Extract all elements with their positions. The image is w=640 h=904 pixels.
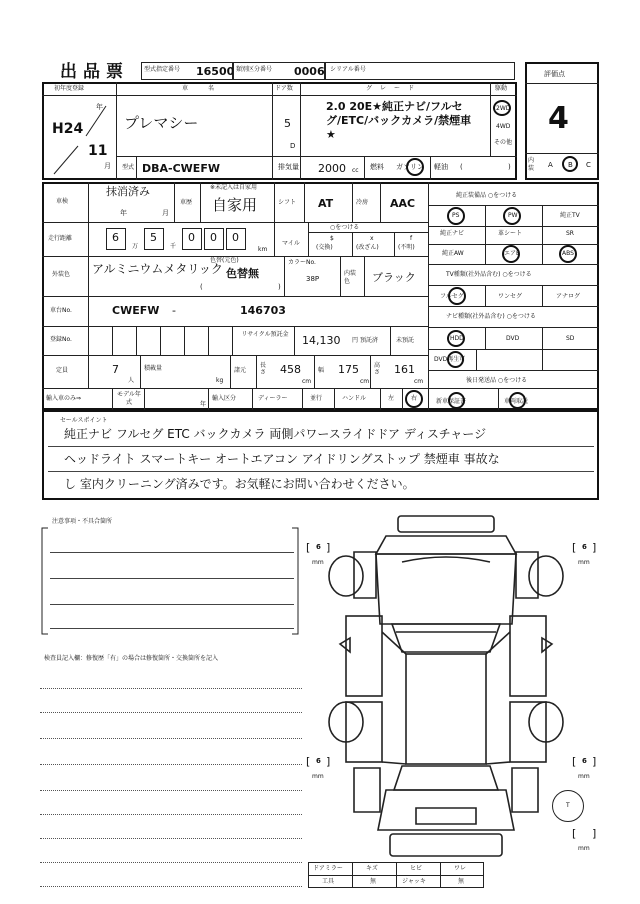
tire-fl-unit: mm bbox=[312, 559, 324, 566]
drive-label: 駆動 bbox=[495, 85, 508, 92]
reg-date-slash bbox=[48, 100, 114, 176]
doors-suffix: D bbox=[290, 142, 296, 150]
navi-sd: SD bbox=[566, 335, 575, 342]
interior-grade-circle bbox=[562, 156, 578, 172]
ac-label: 冷房 bbox=[356, 199, 369, 206]
tire-fl-value: 6 bbox=[316, 543, 321, 551]
tire-rl-value: 6 bbox=[316, 757, 321, 765]
shift-label: シフト bbox=[278, 199, 297, 206]
chassis-number: 146703 bbox=[240, 304, 286, 317]
color-label: 外装色 bbox=[52, 271, 71, 278]
length-value: 458 bbox=[280, 363, 301, 376]
displacement-label: 排気量 bbox=[278, 163, 299, 171]
damage-row-jack-value: 無 bbox=[458, 878, 465, 885]
tv-analog: アナログ bbox=[556, 293, 581, 300]
shaken-year-unit: 年 bbox=[120, 209, 127, 217]
shift-value: AT bbox=[318, 197, 334, 210]
shaken-label: 車検 bbox=[56, 198, 69, 205]
interior-color-label: 内装色 bbox=[344, 270, 357, 285]
damage-header-crack: ヒビ bbox=[410, 865, 423, 872]
swap-label: (交換) bbox=[316, 244, 333, 251]
width-unit: cm bbox=[360, 378, 370, 385]
altered-label: (改ざん) bbox=[356, 244, 379, 251]
repaint-value: 色替無 bbox=[226, 267, 259, 280]
height-unit: cm bbox=[414, 378, 424, 385]
category-label: 類別区分番号 bbox=[236, 66, 273, 73]
tire-rr-unit: mm bbox=[578, 773, 590, 780]
repaint-label: 色替(元色) bbox=[210, 257, 239, 264]
year-unit: 年 bbox=[96, 103, 103, 111]
handle-left: 左 bbox=[388, 395, 395, 402]
drive-4wd: 4WD bbox=[496, 123, 511, 130]
tv-fullseg: フルセグ bbox=[440, 293, 464, 300]
swap-mark: $ bbox=[330, 235, 334, 242]
damage-row-tools: 工具 bbox=[322, 878, 335, 885]
history-value: 自家用 bbox=[212, 196, 258, 214]
fuel-label: 燃料 bbox=[370, 163, 384, 171]
month-unit: 月 bbox=[104, 162, 111, 170]
navi-title: ナビ種類(社外品含む) ○をつける bbox=[446, 313, 536, 320]
damage-header-scratch: キズ bbox=[366, 865, 378, 872]
reg-no-label: 登録No. bbox=[50, 336, 72, 343]
damage-header-mirror: ドアミラー bbox=[313, 865, 343, 872]
spare-tire-label: T bbox=[566, 802, 570, 809]
selling-point-line-1: 純正ナビ フルセグ ETC バックカメラ 両側パワースライドドア ディスチャージ bbox=[64, 427, 487, 441]
damage-row-jack: ジャッキ bbox=[402, 878, 426, 885]
inspector-label: 検査員記入欄：修復歴「有」の場合は修復箇所・交換箇所を記入 bbox=[44, 655, 219, 662]
interior-grade-a: A bbox=[548, 161, 553, 169]
mileage-digit-1: 6 bbox=[112, 231, 119, 244]
shaken-status: 抹消済み bbox=[106, 185, 150, 198]
model-designation-value: 16500 bbox=[196, 65, 235, 78]
recycle-paid: 預託済 bbox=[360, 337, 379, 344]
mileage-sen: 千 bbox=[170, 243, 177, 250]
mile-label: マイル bbox=[282, 240, 300, 247]
car-name: プレマシー bbox=[124, 114, 199, 132]
car-name-label: 車名 bbox=[182, 85, 235, 92]
first-reg-year: H24 bbox=[52, 121, 84, 137]
repaint-paren-close: ) bbox=[278, 283, 281, 291]
score-label: 評価点 bbox=[544, 70, 565, 78]
tire-fr-bracket-open: [ bbox=[572, 541, 577, 554]
mileage-man: 万 bbox=[132, 243, 139, 250]
unknown-mark: f bbox=[410, 235, 413, 242]
model-year-unit: 年 bbox=[200, 401, 207, 408]
recycle-amount: 14,130 bbox=[302, 334, 341, 347]
tv-oneseg: ワンセグ bbox=[498, 293, 523, 300]
model-designation-label: 型式指定番号 bbox=[144, 66, 181, 73]
height-value: 161 bbox=[394, 363, 415, 376]
fuel-gasoline: ガソリン bbox=[396, 163, 424, 171]
tire-rr-value: 6 bbox=[582, 757, 587, 765]
car-diagram bbox=[326, 512, 566, 864]
recycle-unit: 円 bbox=[352, 337, 359, 344]
navi-dvd: DVD bbox=[506, 335, 520, 342]
equip-tv: 純正TV bbox=[560, 212, 580, 219]
interior-grade-label: 内装 bbox=[528, 157, 535, 172]
color-no-value: 38P bbox=[306, 275, 320, 283]
recycle-label: リサイクル預託金 bbox=[241, 331, 289, 338]
drive-2wd: 2WD bbox=[496, 105, 511, 112]
tire-spare-bracket: [ bbox=[572, 827, 577, 840]
defects-bracket bbox=[38, 524, 302, 638]
equip-sr: SR bbox=[566, 230, 574, 237]
damage-header-break: ワレ bbox=[454, 865, 467, 872]
equip-aw: 純正AW bbox=[442, 250, 464, 257]
later-title: 後日発送品 ○をつける bbox=[466, 377, 528, 384]
selling-point-line-2: ヘッドライト スマートキー オートエアコン アイドリングストップ 禁煙車 事故な bbox=[64, 452, 500, 466]
equip-leather: 革シート bbox=[498, 230, 523, 237]
width-value: 175 bbox=[338, 363, 359, 376]
mileage-digit-4: 0 bbox=[210, 231, 217, 244]
chassis-dash: - bbox=[172, 304, 176, 317]
damage-row-tools-value: 無 bbox=[370, 878, 377, 885]
width-label: 幅 bbox=[318, 367, 325, 374]
history-note: ※未記入は自家用 bbox=[210, 184, 258, 191]
recycle-unpaid: 未預託 bbox=[396, 337, 415, 344]
interior-color-value: ブラック bbox=[372, 271, 416, 284]
tire-rl-unit: mm bbox=[312, 773, 324, 780]
capacity-unit: 人 bbox=[128, 377, 135, 384]
shaken-month-unit: 月 bbox=[162, 209, 169, 217]
doors-label: ドア数 bbox=[275, 85, 293, 92]
model-value: DBA-CWEFW bbox=[142, 162, 220, 175]
interior-grade-c: C bbox=[586, 161, 591, 169]
form-title: 出品票 bbox=[60, 62, 129, 82]
tire-rr-bracket-open: [ bbox=[572, 755, 577, 768]
fuel-other-open: ( bbox=[460, 163, 463, 171]
equip-pw: PW bbox=[508, 212, 518, 219]
import-type-label: 輸入区分 bbox=[212, 395, 237, 402]
fuel-other-close: ) bbox=[508, 163, 511, 171]
color-value: アルミニウムメタリック bbox=[92, 262, 223, 276]
first-reg-label: 初年度登録 bbox=[54, 85, 85, 92]
tire-rl-bracket-open: [ bbox=[306, 755, 311, 768]
equip-abs: ABS bbox=[562, 250, 574, 257]
mileage-digit-2: 5 bbox=[150, 231, 157, 244]
chassis-label: 車台No. bbox=[50, 307, 72, 314]
fuel-gasoline-circle bbox=[406, 158, 424, 176]
tire-fr-value: 6 bbox=[582, 543, 587, 551]
equip-ps: PS bbox=[452, 212, 460, 219]
serial-label: シリアル番号 bbox=[330, 66, 366, 73]
drive-other: その他 bbox=[494, 139, 513, 146]
load-unit: kg bbox=[216, 377, 224, 384]
unknown-label: (不明) bbox=[398, 244, 415, 251]
length-unit: cm bbox=[302, 378, 312, 385]
import-only-label: 輸入車のみ⇒ bbox=[46, 395, 82, 402]
tire-spare-unit: mm bbox=[578, 845, 590, 852]
defects-label: 注意事項・不具合箇所 bbox=[52, 518, 113, 525]
altered-mark: x bbox=[370, 235, 374, 242]
selling-points-label: セールスポイント bbox=[60, 417, 108, 424]
mileage-digit-5: 0 bbox=[232, 231, 239, 244]
handle-label: ハンドル bbox=[342, 395, 367, 402]
displacement-unit: cc bbox=[352, 167, 359, 174]
fuel-diesel: 軽油 bbox=[434, 163, 448, 171]
length-label: 長さ bbox=[260, 362, 267, 376]
equip-navi: 純正ナビ bbox=[440, 230, 465, 237]
tv-title: TV種類(社外品含む) ○をつける bbox=[446, 271, 532, 278]
mileage-label: 走行距離 bbox=[48, 235, 73, 242]
equip-airbag: エアB bbox=[504, 250, 521, 257]
category-value: 0006 bbox=[294, 65, 325, 78]
color-no-label: カラーNo. bbox=[288, 259, 316, 266]
history-label: 車歴 bbox=[180, 199, 193, 206]
capacity-value: 7 bbox=[112, 363, 119, 376]
handle-right: 右 bbox=[411, 395, 418, 402]
dvd-play: DVD再生可 bbox=[434, 356, 466, 363]
factory-title: 純正装備品 ○をつける bbox=[456, 192, 518, 199]
mileage-mark-label: ○をつける bbox=[330, 224, 360, 231]
tire-fl-bracket-open: [ bbox=[306, 541, 311, 554]
import-parallel: 並行 bbox=[310, 395, 323, 402]
mileage-digit-3: 0 bbox=[188, 231, 195, 244]
height-label: 高さ bbox=[374, 362, 381, 376]
import-dealer: ディーラー bbox=[258, 395, 288, 402]
repaint-paren-open: ( bbox=[200, 283, 203, 291]
grade-value: 2.0 20E★純正ナビ/フルセグ/ETC/バックカメラ/禁煙車★ bbox=[326, 100, 472, 141]
capacity-label: 定員 bbox=[56, 367, 69, 374]
displacement-value: 2000 bbox=[318, 162, 346, 175]
selling-point-line-3: し 室内クリーニング済みです。お気軽にお問い合わせください。 bbox=[64, 477, 415, 491]
ac-value: AAC bbox=[390, 197, 416, 210]
tire-fr-unit: mm bbox=[578, 559, 590, 566]
load-label: 積載量 bbox=[144, 365, 163, 372]
model-label: 型式 bbox=[122, 164, 135, 171]
later-manual: 車両取説 bbox=[504, 398, 529, 405]
drive-2wd-circle bbox=[493, 100, 511, 116]
navi-hdd: HDD bbox=[450, 335, 464, 342]
chassis-prefix: CWEFW bbox=[112, 304, 160, 317]
mileage-unit: km bbox=[258, 246, 268, 253]
later-warranty: 新車保証書 bbox=[436, 398, 467, 405]
grade-label: グレード bbox=[366, 85, 423, 92]
model-year-label: モデル年式 bbox=[117, 391, 141, 406]
interior-grade-b: B bbox=[568, 161, 573, 169]
dims-label: 諸元 bbox=[234, 367, 247, 374]
first-reg-month: 11 bbox=[88, 143, 108, 159]
doors-value: 5 bbox=[284, 117, 291, 130]
score-value: 4 bbox=[548, 101, 569, 136]
handle-right-circle bbox=[405, 390, 423, 408]
